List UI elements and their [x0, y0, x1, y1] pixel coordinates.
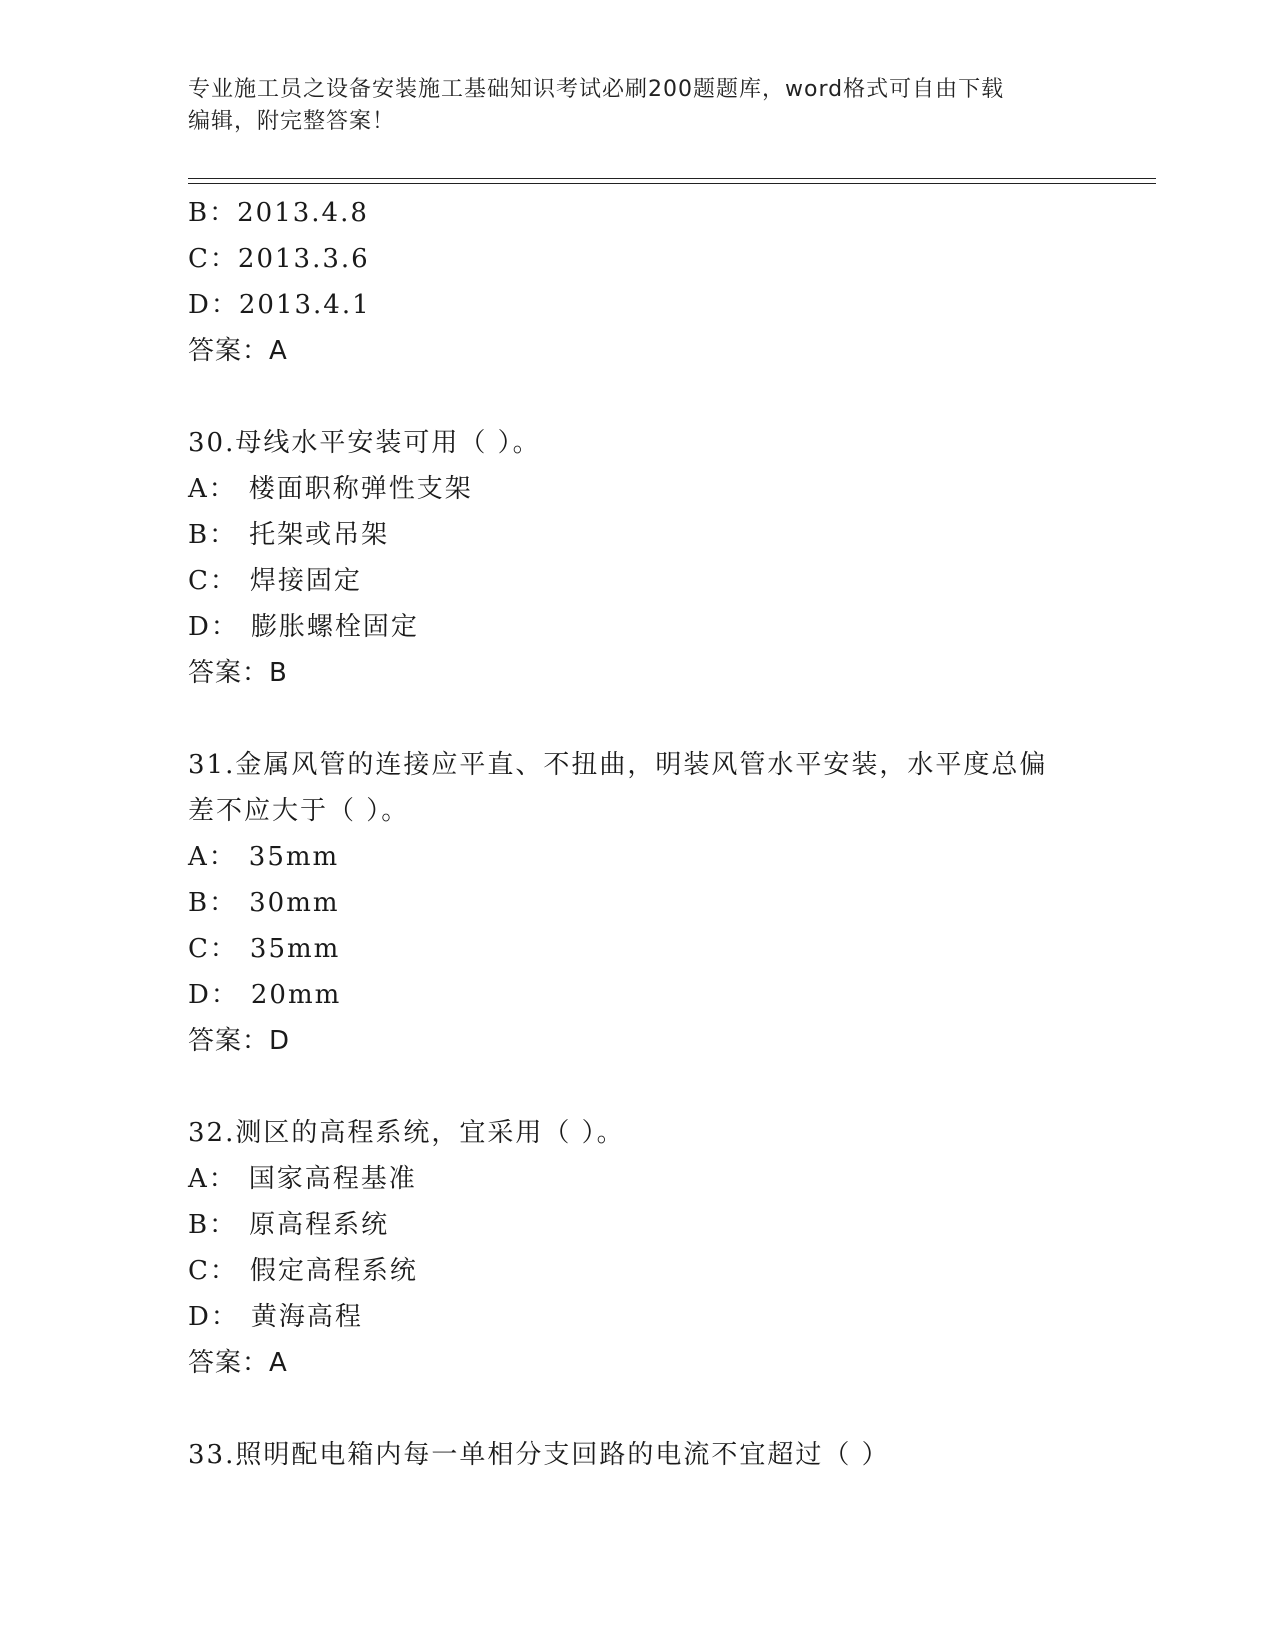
option-d — [188, 972, 1088, 1018]
option-label: B： — [188, 198, 238, 228]
option-text: 膨胀螺栓固定 — [250, 612, 419, 642]
option-label: C： — [188, 244, 238, 274]
answer: 答案：B — [188, 658, 288, 688]
option-label: B： — [188, 888, 238, 918]
option-label: C： — [188, 934, 238, 964]
option-label: D： — [188, 980, 239, 1010]
option-c — [188, 1248, 1088, 1294]
option-text: 焊接固定 — [249, 566, 362, 596]
option-a — [188, 834, 1088, 880]
question-stem-line-2: 差不应大于（ ）。 — [188, 796, 410, 826]
header-line-1: 专业施工员之设备安装施工基础知识考试必刷200题题库，word格式可自由下载 — [188, 77, 1005, 102]
option-a — [188, 1156, 1088, 1202]
option-label: A： — [188, 474, 237, 504]
option-label: B： — [188, 520, 238, 550]
option-d — [188, 282, 1088, 328]
option-d — [188, 604, 1088, 650]
question-stem: 33.照明配电箱内每一单相分支回路的电流不宜超过（ ） — [188, 1440, 890, 1470]
option-text: 国家高程基准 — [248, 1164, 417, 1194]
option-label: C： — [188, 1256, 238, 1286]
option-c — [188, 926, 1088, 972]
option-text: 2013.4.8 — [237, 198, 369, 228]
option-a — [188, 466, 1088, 512]
question-33 — [188, 1432, 1088, 1478]
option-label: C： — [188, 566, 238, 596]
question-stem: 30.母线水平安装可用（ ）。 — [188, 428, 541, 458]
option-label: D： — [188, 612, 239, 642]
option-label: B： — [188, 1210, 238, 1240]
question-29-tail — [188, 190, 1088, 374]
answer: 答案：D — [188, 1026, 291, 1056]
option-label: A： — [188, 842, 237, 872]
option-text: 20mm — [250, 980, 342, 1010]
option-text: 黄海高程 — [250, 1302, 363, 1332]
spacer — [188, 696, 1088, 742]
option-text: 2013.3.6 — [237, 244, 370, 274]
header-divider-bottom — [188, 183, 1156, 184]
header-divider-top — [188, 178, 1156, 179]
option-label: D： — [188, 1302, 239, 1332]
option-text: 托架或吊架 — [249, 520, 390, 550]
option-c — [188, 236, 1088, 282]
question-31 — [188, 742, 1088, 1064]
document-header — [188, 74, 1088, 138]
question-stem-line-1: 31.金属风管的连接应平直、不扭曲，明装风管水平安装，水平度总偏 — [188, 750, 1048, 780]
spacer — [188, 1064, 1088, 1110]
answer: 答案：A — [188, 336, 288, 366]
option-b — [188, 1202, 1088, 1248]
option-text: 假定高程系统 — [249, 1256, 418, 1286]
option-label: A： — [188, 1164, 237, 1194]
option-b — [188, 512, 1088, 558]
option-text: 35mm — [248, 842, 340, 872]
header-line-2: 编辑，附完整答案！ — [188, 109, 396, 134]
question-stem: 32.测区的高程系统，宜采用（ ）。 — [188, 1118, 625, 1148]
spacer — [188, 1386, 1088, 1432]
question-list — [188, 190, 1088, 1478]
option-text: 原高程系统 — [249, 1210, 390, 1240]
spacer — [188, 374, 1088, 420]
option-text: 30mm — [249, 888, 340, 918]
option-b — [188, 190, 1088, 236]
option-text: 楼面职称弹性支架 — [248, 474, 473, 504]
option-label: D： — [188, 290, 239, 320]
option-b — [188, 880, 1088, 926]
option-text: 2013.4.1 — [238, 290, 371, 320]
option-d — [188, 1294, 1088, 1340]
answer: 答案：A — [188, 1348, 288, 1378]
question-30 — [188, 420, 1088, 696]
option-c — [188, 558, 1088, 604]
option-text: 35mm — [249, 934, 341, 964]
question-32 — [188, 1110, 1088, 1386]
